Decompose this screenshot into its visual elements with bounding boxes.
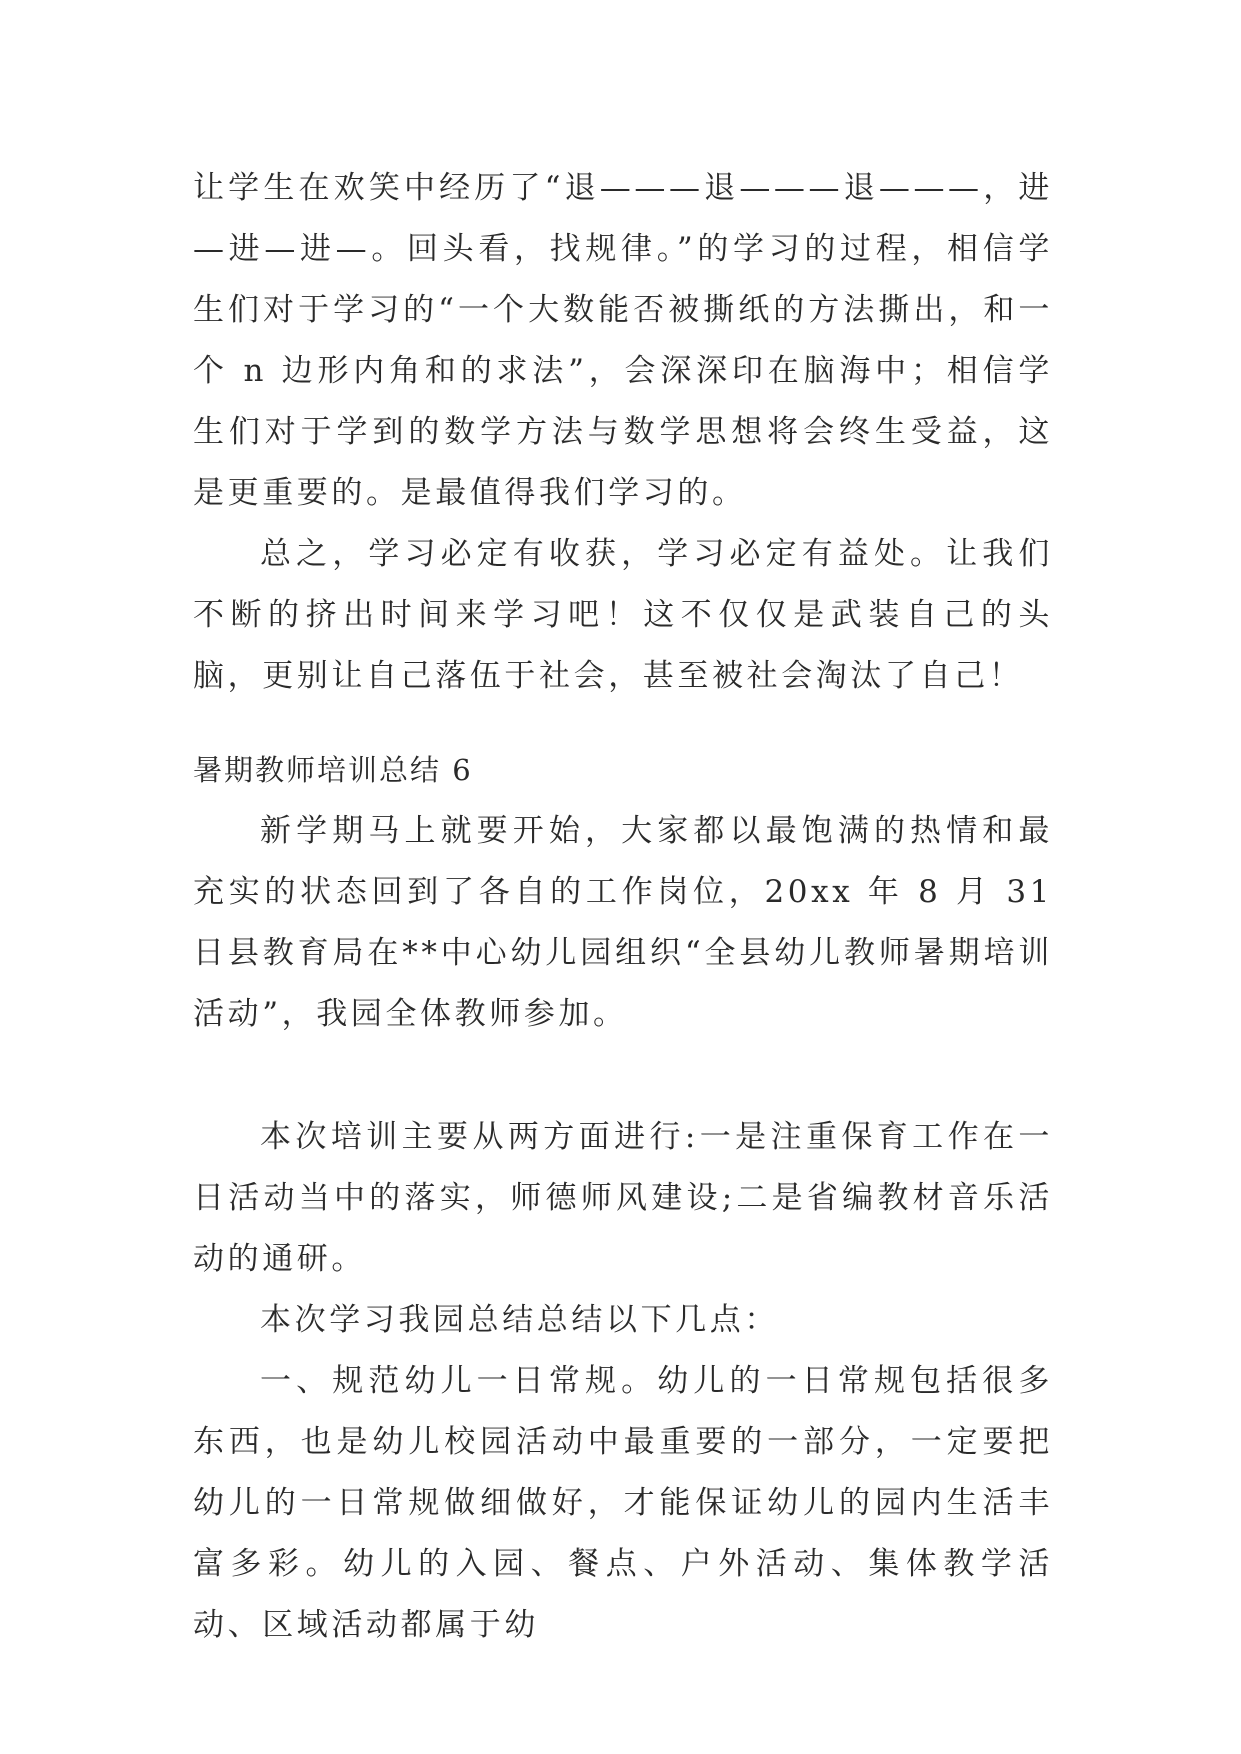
document-body bbox=[193, 158, 1067, 1656]
paragraph-5: 本次学习我园总结总结以下几点： bbox=[260, 1302, 779, 1338]
paragraph-6: 一、规范幼儿一日常规。幼儿的一日常规包括很多东西，也是幼儿校园活动中最重要的一部分，一定要把幼儿的一日常规做细做好，才能保证幼儿的园内生活丰富多彩。幼儿的入园、餐点、户外活动、集体教学活动、区域活动都属于幼 bbox=[193, 1363, 1053, 1643]
paragraph-1: 让学生在欢笑中经历了“退———退———退———，进—进—进—。回头看，找规律。”的学习的过程，相信学生们对于学习的“一个大数能否被撕纸的方法撕出，和一个 n 边形内角和的求法”，会深深印在脑海中；相信学生们对于学到的数学方法与数学思想将会终生受益，这是更重要的。是最值得我们学习的。 bbox=[193, 170, 1053, 511]
paragraph-2: 总之，学习必定有收获，学习必定有益处。让我们不断的挤出时间来学习吧！这不仅仅是武装自己的头脑，更别让自己落伍于社会，甚至被社会淘汰了自己！ bbox=[193, 536, 1053, 694]
paragraph-3: 新学期马上就要开始，大家都以最饱满的热情和最充实的状态回到了各自的工作岗位，20xx 年 8 月 31 日县教育局在**中心幼儿园组织“全县幼儿教师暑期培训活动”，我园全体教师参加。 bbox=[193, 813, 1067, 1032]
section-heading: 暑期教师培训总结 6 bbox=[193, 753, 473, 787]
paragraph-4: 本次培训主要从两方面进行:一是注重保育工作在一日活动当中的落实，师德师风建设;二是省编教材音乐活动的通研。 bbox=[193, 1119, 1053, 1277]
